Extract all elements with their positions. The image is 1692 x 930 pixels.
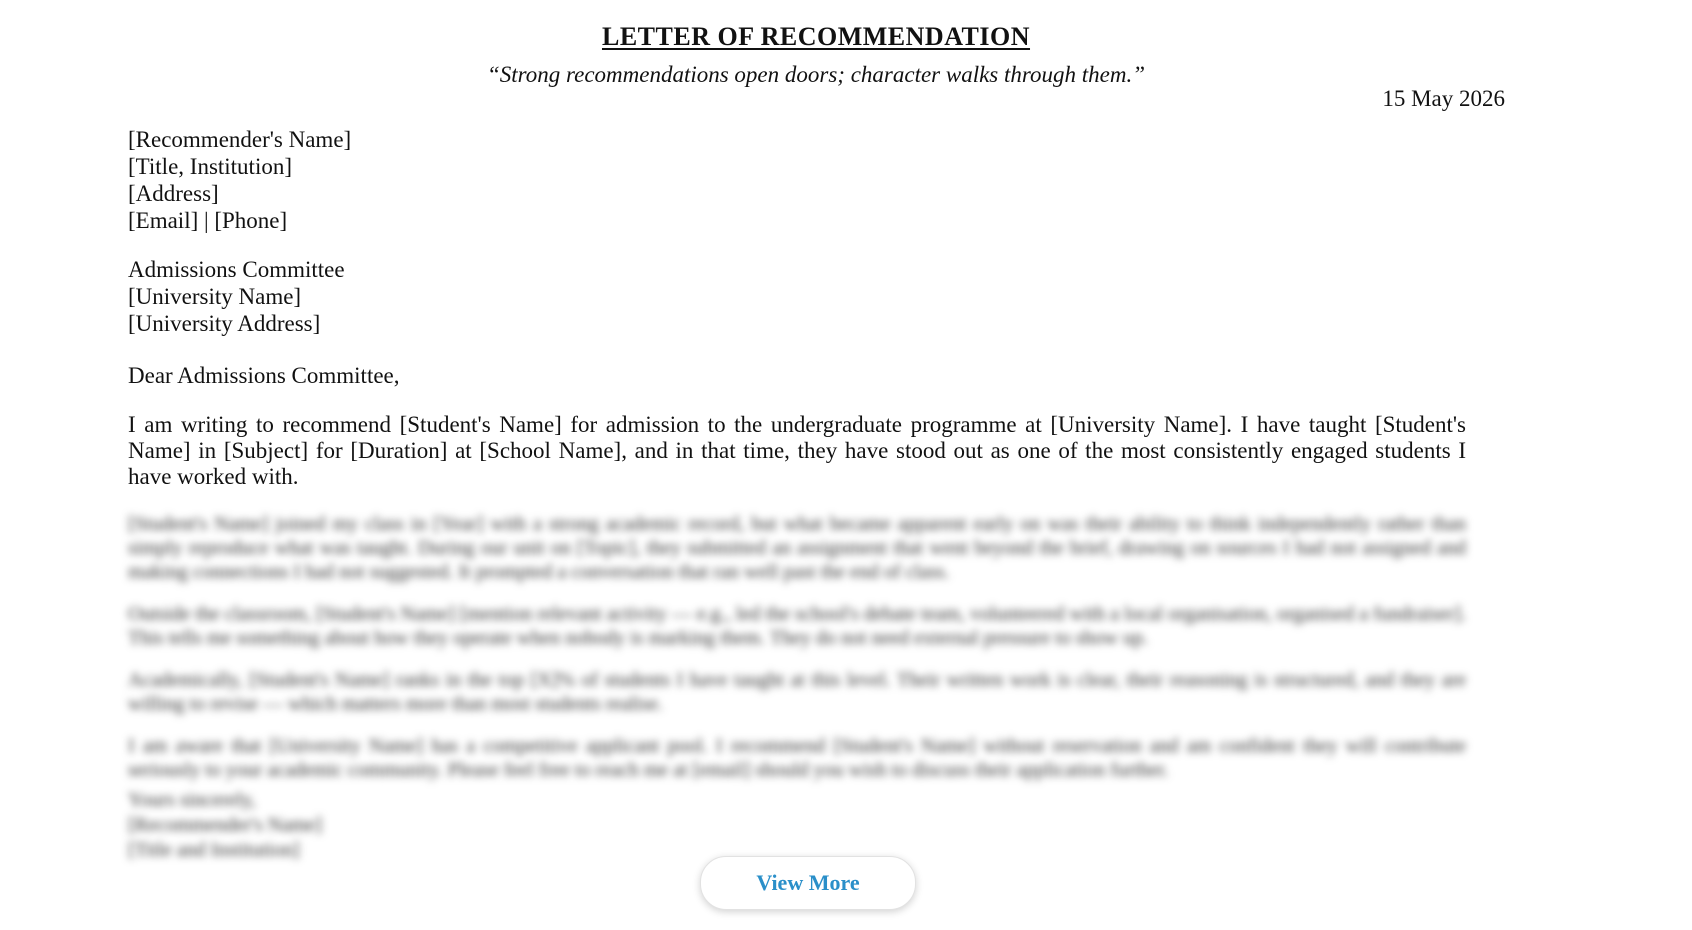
sender-name: [Recommender's Name] [128,127,352,152]
paragraph-4: Academically, [Student's Name] ranks in the top [X]% of students I have taught at this level. Their written work is clear, their reasoning is structured, and they are willing to revise — which matters more than most students realise. [128,669,1466,715]
paragraph-3: Outside the classroom, [Student's Name] [mention relevant activity — e.g., led the school's debate team, volunteered with a local organisation, organised a fundraiser]. This tells me something about how they operate when nobody is marking them. They do not need external pressure to show up. [128,603,1466,649]
letter-title: LETTER OF RECOMMENDATION [601,22,1031,51]
blurred-preview [128,512,1466,863]
sender-block [128,126,351,234]
signature-title: [Title and Institution] [128,839,300,861]
closing-block [128,788,1466,863]
signature-name: [Recommender's Name] [128,814,323,836]
recipient-line-1: Admissions Committee [128,257,345,282]
view-more-button[interactable]: View More [700,856,916,910]
letter-quote: “Strong recommendations open doors; character walks through them.” [486,62,1145,87]
salutation: Dear Admissions Committee, [128,363,400,388]
paragraph-5: I am aware that [University Name] has a competitive applicant pool. I recommend [Student's Name] without reservation and am confident they will contribute seriously to your academic community. Please feel free to reach me at [email] should you wish to discuss their application further. [128,735,1466,781]
recipient-line-2: [University Name] [128,284,302,309]
recipient-block [128,256,345,337]
paragraph-intro: I am writing to recommend [Student's Name] for admission to the undergraduate programme at [University Name]. I have taught [Student's Name] in [Subject] for [Duration] at [School Name], and in that time, they have stood out as one of the most consistently engaged students I have worked with. [128,412,1466,489]
sender-address: [Address] [128,181,219,206]
sender-title: [Title, Institution] [128,154,292,179]
letter-date: 15 May 2026 [1382,86,1505,111]
closing-line: Yours sincerely, [128,789,256,811]
sender-contact: [Email] | [Phone] [128,208,288,233]
paragraph-2: [Student's Name] joined my class in [Year] with a strong academic record, but what became apparent early on was their ability to think independently rather than simply reproduce what was taught. During our unit on [Topic], they submitted an assignment that went beyond the brief, drawing on sources I had not assigned and making connections I had not suggested. It prompted a conversation that ran well past the end of class. [128,513,1466,583]
recipient-line-3: [University Address] [128,311,321,336]
